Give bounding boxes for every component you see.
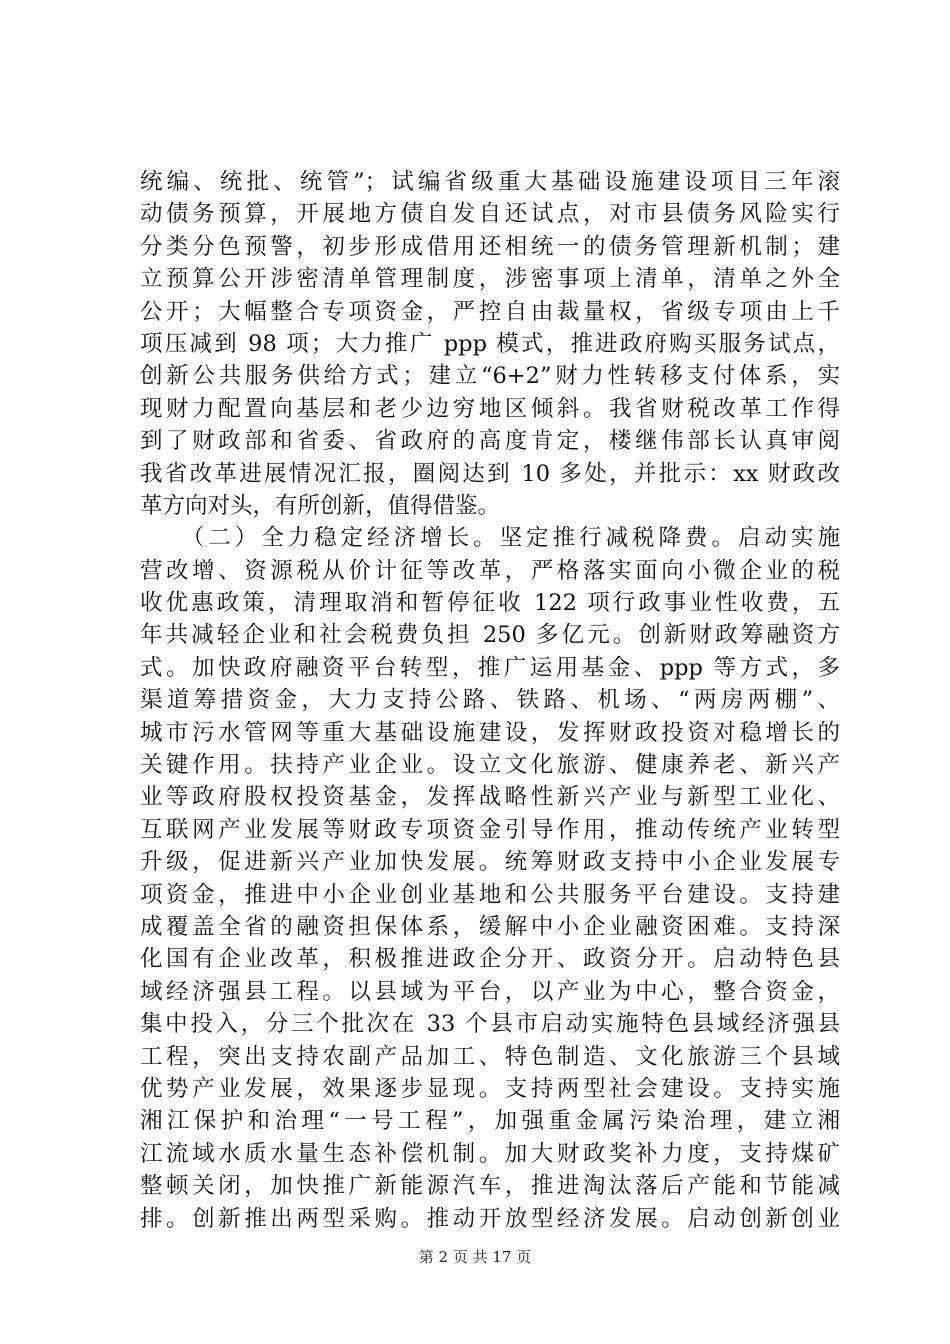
- text-line: 项压减到 98 项；大力推广 ppp 模式，推进政府购买服务试点，: [140, 330, 840, 357]
- text-line: 域经济强县工程。以县域为平台，以产业为中心，整合资金，: [140, 978, 840, 1005]
- text-line: 革方向对头，有所创新，值得借鉴。: [140, 492, 501, 519]
- text-line: 统编、统批、统管”；试编省级重大基础设施建设项目三年滚: [140, 169, 840, 195]
- text-line: 关键作用。扶持产业企业。设立文化旅游、健康养老、新兴产: [140, 752, 840, 779]
- text-line: 立预算公开涉密清单管理制度，涉密事项上清单，清单之外全: [140, 266, 840, 293]
- text-line: 升级，促进新兴产业加快发展。统筹财政支持中小企业发展专: [140, 849, 840, 876]
- text-line: 优势产业发展，效果逐步显现。支持两型社会建设。支持实施: [140, 1075, 840, 1102]
- text-line: 到了财政部和省委、省政府的高度肯定，楼继伟部长认真审阅: [140, 428, 840, 455]
- text-line: 整顿关闭，加快推广新能源汽车，推进淘汰落后产能和节能减: [140, 1173, 840, 1200]
- text-line: 收优惠政策，清理取消和暂停征收 122 项行政事业性收费，五: [140, 590, 840, 617]
- text-line: 年共减轻企业和社会税费负担 250 多亿元。创新财政筹融资方: [140, 622, 840, 649]
- text-line: 集中投入，分三个批次在 33 个县市启动实施特色县域经济强县: [140, 1011, 840, 1038]
- text-line: 分类分色预警，初步形成借用还相统一的债务管理新机制；建: [140, 233, 840, 260]
- text-line: 化国有企业改革，积极推进政企分开、政资分开。启动特色县: [140, 946, 840, 973]
- text-line: 江流域水质水量生态补偿机制。加大财政奖补力度，支持煤矿: [140, 1140, 840, 1167]
- text-line: 动债务预算，开展地方债自发自还试点，对市县债务风险实行: [140, 201, 840, 228]
- text-line: 式。加快政府融资平台转型，推广运用基金、ppp 等方式，多: [140, 654, 840, 681]
- text-line: 项资金，推进中小企业创业基地和公共服务平台建设。支持建: [140, 881, 840, 908]
- text-line: 渠道筹措资金，大力支持公路、铁路、机场、“两房两棚”、: [140, 687, 840, 714]
- text-line: 工程，突出支持农副产品加工、特色制造、文化旅游三个县域: [140, 1043, 840, 1070]
- text-line: 公开；大幅整合专项资金，严控自由裁量权，省级专项由上千: [140, 298, 840, 325]
- text-line: 创新公共服务供给方式；建立“6+2”财力性转移支付体系，实: [140, 363, 840, 390]
- text-line: （二）全力稳定经济增长。坚定推行减税降费。启动实施: [140, 525, 840, 552]
- text-line: 业等政府股权投资基金，发挥战略性新兴产业与新型工业化、: [140, 784, 840, 811]
- text-line: 城市污水管网等重大基础设施建设，发挥财政投资对稳增长的: [140, 719, 840, 746]
- text-line: 湘江保护和治理“一号工程”，加强重金属污染治理，建立湘: [140, 1108, 840, 1135]
- text-line: 营改增、资源税从价计征等改革，严格落实面向小微企业的税: [140, 557, 840, 584]
- body-text: [140, 166, 840, 1235]
- page-number-footer: 第 2 页 共 17 页: [418, 1248, 532, 1266]
- text-line: 我省改革进展情况汇报，圈阅达到 10 多处，并批示：xx 财政改: [140, 460, 840, 487]
- text-line: 排。创新推出两型采购。推动开放型经济发展。启动创新创业: [140, 1205, 840, 1232]
- text-line: 成覆盖全省的融资担保体系，缓解中小企业融资困难。支持深: [140, 913, 840, 940]
- text-line: 互联网产业发展等财政专项资金引导作用，推动传统产业转型: [140, 816, 840, 843]
- text-line: 现财力配置向基层和老少边穷地区倾斜。我省财税改革工作得: [140, 395, 840, 422]
